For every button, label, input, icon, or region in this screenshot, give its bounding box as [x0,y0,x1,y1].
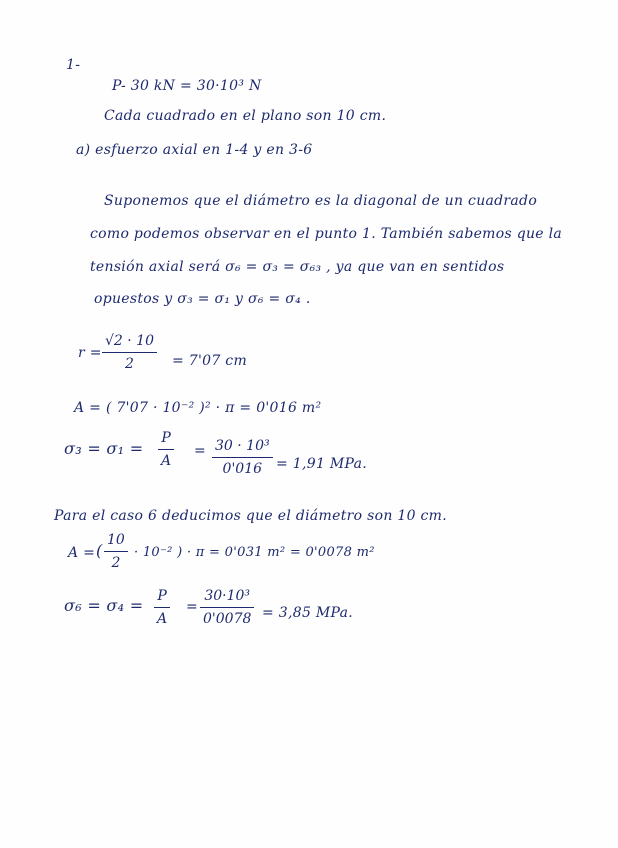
stress-2-frac1-den: A [157,611,168,627]
stress-2-lhs: σ₆ = σ₄ = [64,596,144,615]
radius-result: = 7'07 cm [172,353,248,369]
paragraph-line-4: opuestos y σ₃ = σ₁ y σ₆ = σ₄ . [94,291,311,307]
paragraph-line-1: Suponemos que el diámetro es la diagonal de un cuadrado [104,193,538,209]
case-6-text: Para el caso 6 deducimos que el diámetro son 10 cm. [54,508,448,524]
stress-2-result: = 3,85 MPa. [262,605,354,621]
given-load: P- 30 kN = 30·10³ N [112,78,262,94]
stress-1-lhs: σ₃ = σ₁ = [64,439,144,458]
part-a-heading: a) esfuerzo axial en 1-4 y en 3-6 [76,142,313,158]
fraction-bar [212,457,273,458]
stress-1-eq: = [194,443,207,459]
stress-1-result: = 1,91 MPa. [276,456,368,472]
given-grid: Cada cuadrado en el plano son 10 cm. [104,108,387,124]
stress-2-frac-p-over-a [154,588,170,627]
stress-1-frac1-den: A [161,453,172,469]
paragraph-line-3: tensión axial será σ₆ = σ₃ = σ₆₃ , ya que van en sentidos [90,259,505,275]
area-2-rest: · 10⁻² ) · π = 0'031 m² = 0'0078 m² [134,545,375,560]
paragraph-line-2: como podemos observar en el punto 1. También sabemos que la [90,226,563,242]
area-1: A = ( 7'07 · 10⁻² )² · π = 0'016 m² [74,400,322,416]
radius-fraction [102,333,157,372]
stress-1-frac1-num: P [161,430,171,446]
fraction-bar [102,352,157,353]
area-2-frac-den: 2 [111,555,121,571]
stress-1-frac2-num: 30 · 10³ [215,438,270,454]
area-2-paren: ( [96,541,103,560]
radius-lhs: r = [78,345,102,361]
stress-2-frac1-num: P [157,588,167,604]
fraction-bar [154,607,170,608]
stress-1-frac-p-over-a [158,430,174,469]
area-2-fraction [104,532,128,571]
fraction-bar [158,449,174,450]
fraction-bar [104,551,128,552]
area-2-frac-num: 10 [107,532,125,548]
stress-1-frac2-den: 0'016 [222,461,263,477]
stress-2-frac2-num: 30·10³ [204,588,251,604]
radius-denominator: 2 [125,356,134,372]
problem-number: 1- [66,57,81,73]
area-2-lhs: A = [68,545,96,561]
stress-2-frac-values [200,588,254,627]
fraction-bar [200,607,254,608]
radius-numerator: √2 · 10 [105,333,154,349]
stress-2-eq: = [186,599,199,615]
stress-1-frac-values [212,438,273,477]
stress-2-frac2-den: 0'0078 [203,611,252,627]
